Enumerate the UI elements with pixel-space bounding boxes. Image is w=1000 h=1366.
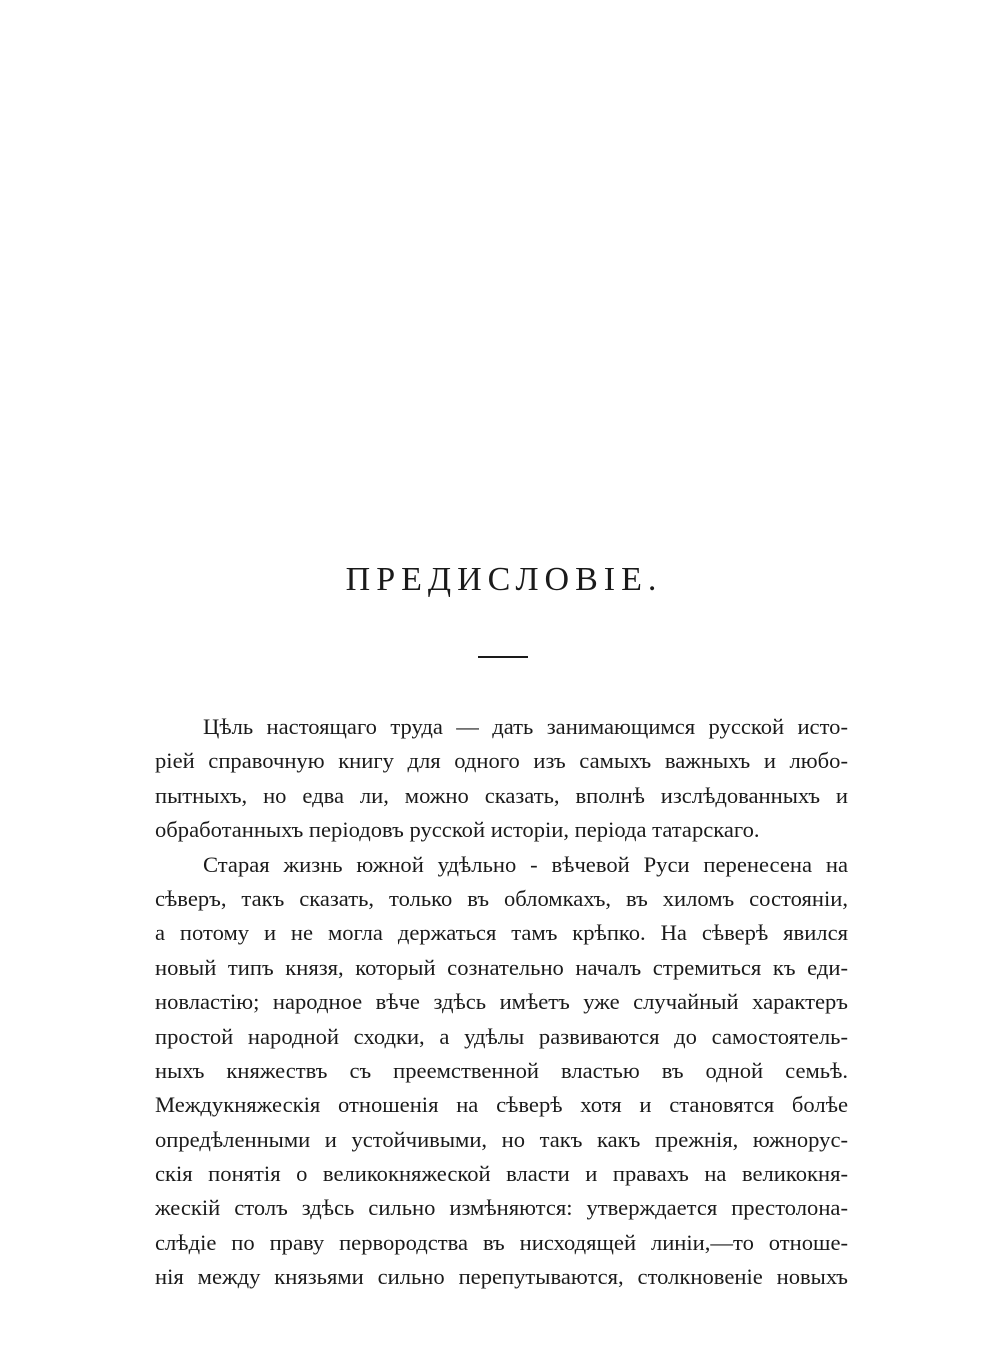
paragraph-line: ріей справочную книгу для одного изъ самыхъ важныхъ и любо- — [155, 748, 848, 774]
paragraph-line: ныхъ княжествъ съ преемственной властью въ одной семьѣ. — [155, 1057, 848, 1083]
paragraph-line: слѣдіе по праву первородства въ нисходящей линіи,—то отноше- — [155, 1229, 848, 1255]
paragraph-line: опредѣленными и устойчивыми, но такъ какъ прежнія, южнорус- — [155, 1126, 848, 1152]
page-title: ПРЕДИСЛОВІЕ. — [345, 561, 663, 598]
paragraph-line: Междукняжескія отношенія на сѣверѣ хотя и становятся болѣе — [155, 1092, 848, 1118]
paragraph-line: жескій столъ здѣсь сильно измѣняются: утверждается престолона- — [155, 1195, 848, 1221]
paragraph-line: сѣверъ, такъ сказать, только въ обломкахъ, въ хиломъ состояніи, — [155, 885, 848, 911]
paragraph-line: Старая жизнь южной удѣльно - вѣчевой Руси перенесена на — [203, 851, 848, 877]
title-divider — [478, 656, 528, 658]
body-text — [155, 710, 848, 1295]
paragraph-line: Цѣль настоящаго труда — дать занимающимся русской исто- — [203, 714, 848, 739]
paragraph-line: а потому и не могла держаться тамъ крѣпко. На сѣверѣ явился — [155, 920, 848, 946]
paragraph-line: нія между князьями сильно перепутываются, столкновеніе новыхъ — [155, 1264, 848, 1290]
paragraph-line: обработанныхъ періодовъ русской исторіи, періода татарскаго. — [155, 817, 760, 843]
paragraph-line: простой народной сходки, а удѣлы развиваются до самостоятель- — [155, 1023, 848, 1049]
paragraph-line: скія понятія о великокняжеской власти и правахъ на великокня- — [155, 1161, 848, 1187]
paragraph-line: новый типъ князя, который сознательно началъ стремиться къ еди- — [155, 954, 848, 980]
paragraph-line: новластію; народное вѣче здѣсь имѣетъ уже случайный характеръ — [155, 989, 848, 1015]
paragraph-line: пытныхъ, но едва ли, можно сказать, вполнѣ изслѣдованныхъ и — [155, 782, 848, 808]
